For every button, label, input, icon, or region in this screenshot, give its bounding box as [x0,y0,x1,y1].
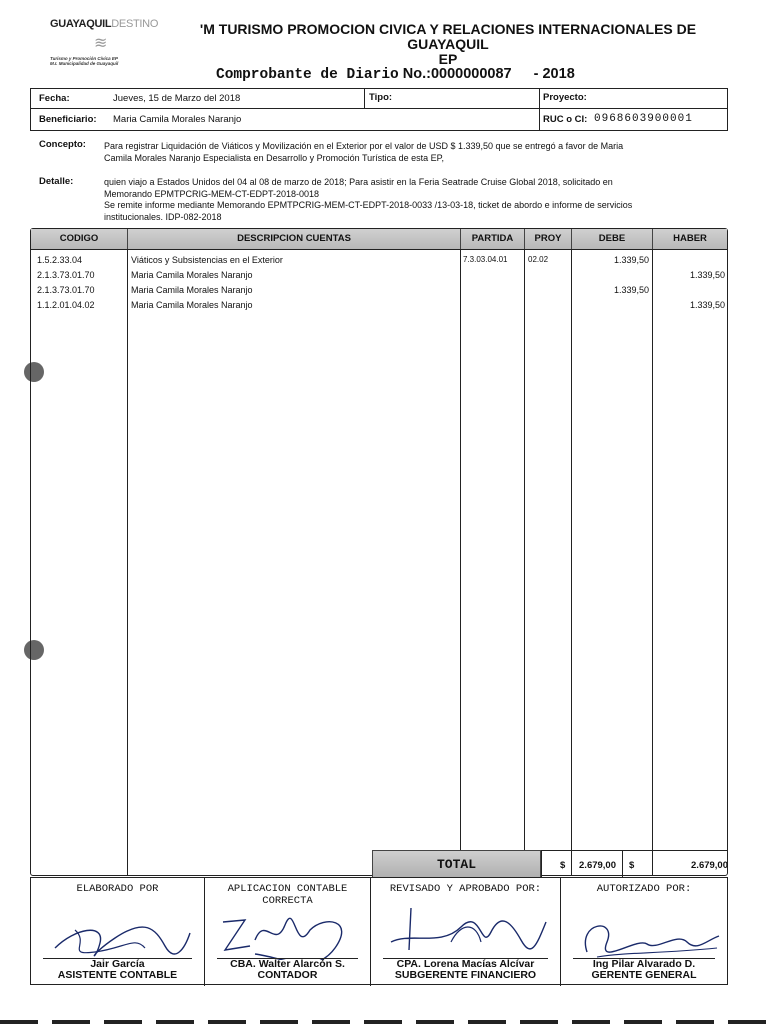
ruc-label: RUC o CI: [543,114,588,125]
signer-role: SUBGERENTE FINANCIERO [394,969,537,981]
signer-role: CONTADOR [257,969,318,981]
table-header [31,229,727,250]
signer-name: Ing Pilar Alvarado D. [592,958,696,970]
table-row: 1.1.2.01.04.02 Maria Camila Morales Naranjo 1.339,50 [37,300,725,310]
document-year: - 2018 [533,66,575,82]
company-logo [50,18,165,78]
signer-name: Jair García [90,958,145,970]
total-haber-currency: $ [629,860,635,871]
beneficiario-label: Beneficiario: [39,114,97,125]
col-header-proy: PROY [525,229,572,249]
handwritten-signature-icon [381,902,551,960]
total-haber: 2.679,00 [691,860,728,871]
ruc-value: 0968603900001 [594,113,693,125]
signer-role: ASISTENTE CONTABLE [57,969,178,981]
fecha-label: Fecha: [39,93,70,104]
total-label-cell [372,850,541,878]
organization-name: 'M TURISMO PROMOCION CIVICA Y RELACIONES INTERNACIONALES DE GUAYAQUIL EP [199,21,697,67]
beneficiario-value: Maria Camila Morales Naranjo [113,114,242,125]
proyecto-label: Proyecto: [543,92,587,103]
logo-wordmark: GUAYAQUILDESTINO [50,18,159,30]
signature-block [30,877,728,985]
col-header-descripcion: DESCRIPCION CUENTAS [128,229,461,249]
detalle-label: Detalle: [39,176,74,187]
accounts-table [30,228,728,876]
total-label: TOTAL [436,857,476,872]
document-number: 0000000087 [430,66,512,82]
signature-autorizado: AUTORIZADO POR: Ing Pilar Alvarado D. GERENTE GENERAL [561,878,727,986]
signature-aplicacion: APLICACION CONTABLE CORRECTA CBA. Walter Alarcón S. CONTADOR [205,878,371,986]
col-header-haber: HABER [653,229,727,249]
table-row: 2.1.3.73.01.70 Maria Camila Morales Naranjo 1.339,50 [37,270,725,280]
signer-role: GERENTE GENERAL [591,969,697,981]
table-row: 2.1.3.73.01.70 Maria Camila Morales Naranjo 1.339,50 [37,285,649,295]
col-header-codigo: CODIGO [31,229,128,249]
total-debe: 2.679,00 [579,860,616,871]
col-header-debe: DEBE [572,229,653,249]
table-row: 1.5.2.33.04 Viáticos y Subsistencias en el Exterior 7.3.03.04.01 02.02 1.339,50 [37,255,649,265]
signer-name: CBA. Walter Alarcón S. [230,958,345,970]
header-fields-row-2 [30,108,728,131]
col-header-partida: PARTIDA [461,229,525,249]
signature-elaborado: ELABORADO POR Jair García ASISTENTE CONTABLE [31,878,205,986]
logo-subtitle: Turismo y Promoción Cívica EP M.I. Municipalidad de Guayaquil [50,56,119,66]
scan-edge [0,1020,770,1024]
total-debe-currency: $ [560,860,566,871]
detalle-text: quien viajo a Estados Unidos del 04 al 08 de marzo de 2018; Para asistir en la Feria Seatrade Cruise Global 2018, solicitado en Memorando EPMTPCRIG-MEM-CT-EDPT-2018-0018 Se remite informe mediante Memorando EPMTPCRIG-MEM-CT-EDPT-2018-0033 /13-03-18, ticket de abordo e informe de servicios institucionales. IDP-082-2018 [104,177,633,222]
handwritten-signature-icon [215,910,365,960]
concepto-text: Para registrar Liquidación de Viáticos y Movilización en el Exterior por el valor de USD $ 1.339,50 que se entregó a favor de Maria Camila Morales Naranjo Especialista en Desarrollo y Promoción Turística de esta EP, [104,141,624,163]
concepto-label: Concepto: [39,139,86,150]
fecha-value: Jueves, 15 de Marzo del 2018 [113,93,241,104]
tipo-label: Tipo: [369,92,393,103]
signer-name: CPA. Lorena Macías Alcívar [396,958,535,970]
total-row [372,850,728,878]
handwritten-signature-icon [567,912,723,960]
header-fields-row-1 [30,88,728,109]
handwritten-signature-icon [45,918,195,960]
logo-emblem-icon: ≋ [94,35,108,52]
signature-revisado: REVISADO Y APROBADO POR: CPA. Lorena Macías Alcívar SUBGERENTE FINANCIERO [371,878,561,986]
document-title: Comprobante de Diario No.:0000000087 - 2018 [216,66,575,83]
